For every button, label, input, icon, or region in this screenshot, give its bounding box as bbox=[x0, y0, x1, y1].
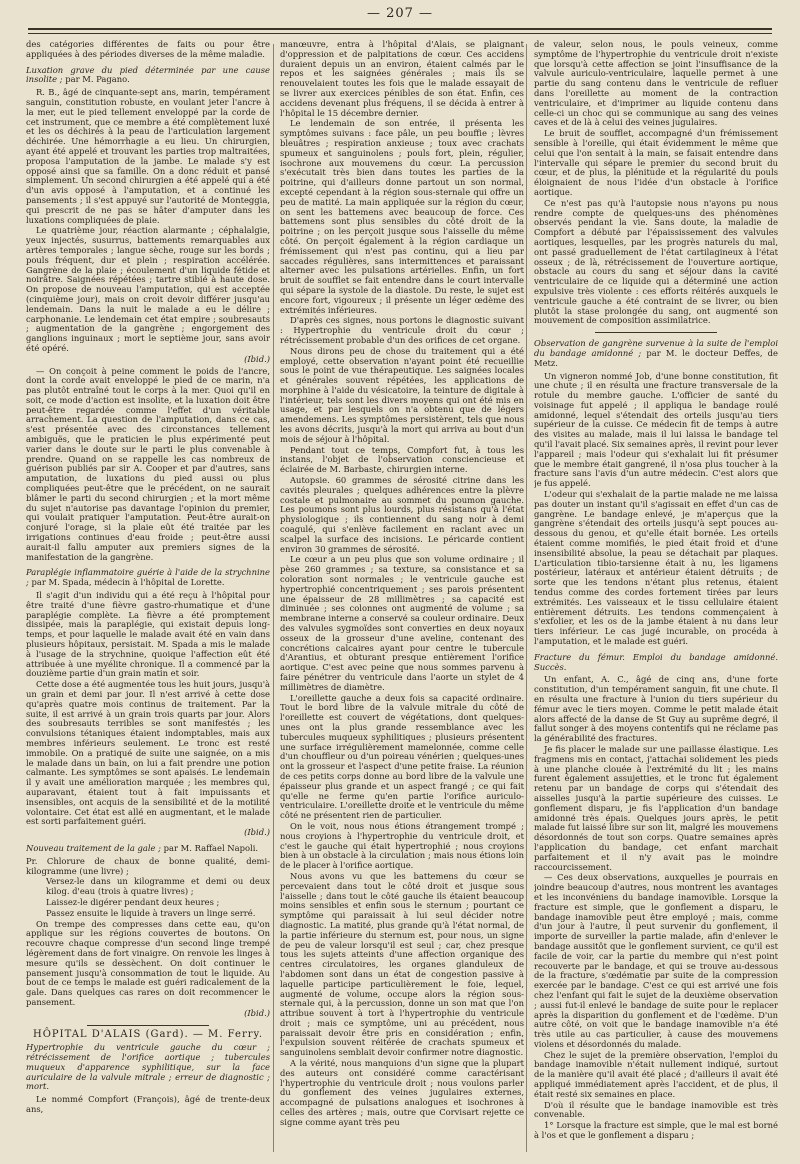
paragraph: Pendant tout ce temps, Compfort fut, à tous les instans, l'objet de l'observation consciencieuse et éclairée de M. Barbaste, chirurgien interne. bbox=[280, 444, 524, 475]
formula-line: Passez ensuite le liquide à travers un linge serré. bbox=[46, 907, 256, 918]
paragraph: — On conçoit à peine comment le poids de l'ancre, dont la corde avait enveloppé le pied de ce marin, n'a pas plutôt entraîné tout le corps à la mer. Quoi qu'il en soit, ce mode d'action est insolite, et la luxation doit être peut-être regardée comme l'effet d'un véritable arrachement. La question de l'amputation, dans ce cas, s'est présentée avec des circonstances tellement ambiguës, que le praticien le plus expérimenté peut varier dans le doute sur le parti le plus convenable à prendre. Quand on se rappelle les cas nombreux de guérison publiés par sir A. Cooper et par d'autres, sans amputation, de luxations du pied aussi ou plus compliquées peut-être que le précédent, on ne saurait blâmer le parti du second chirurgien ; et la mort même du sujet n'autorise pas davantage l'opinion du premier, qui voulait pratiquer l'amputation. Peut-être aurait-on conjuré l'orage, si la plaie eût été traitée par les irrigations continues d'eau froide ; peut-être aussi aurait-il fallu amputer aux premiers signes de la manifestation de la gangrène. bbox=[26, 365, 270, 562]
paragraph: D'où il résulte que le bandage inamovible est très convenable. bbox=[534, 1099, 778, 1120]
paragraph: Le bruit de soufflet, accompagné d'un frémissement sensible à l'oreille, qui était évidemment le même que celui que l'on sentait à la main, se faisait entendre dans l'intervalle qui sépare le premier du second bruit du cœur, et de plus, la plénitude et la régularité du pouls éloignaient de nous l'idée d'un obstacle à l'orifice aortique. bbox=[534, 128, 778, 197]
formula-line: Pr. Chlorure de chaux de bonne qualité, demi-kilogramme (une livre) ; bbox=[26, 855, 270, 876]
article-heading bbox=[26, 568, 270, 588]
paragraph: Autopsie. 60 grammes de sérosité citrine dans les cavités pleurales ; quelques adhérences entre la plèvre costale et pulmonaire au sommet du poumon gauche. Les poumons sont plus lourds, plus résistans qu'à l'état physiologique ; ils contiennent du sang noir à demi coagulé, qui s'enlève facilement en raclant avec un scalpel la surface des incisions. Le péricarde contient environ 30 grammes de sérosité. bbox=[280, 475, 524, 554]
paragraph: Il s'agit d'un individu qui a été reçu à l'hôpital pour être traité d'une fièvre gastro-rhumatique et d'une paraplégie complète. La fièvre a été promptement dissipée, mais la paraplégie, qui existait depuis long-temps, et pour laquelle le malade avait été en vain dans plusieurs hôpitaux, persistait. M. Spada a mis le malade à l'usage de la strychnine, quoique l'affection eût été attribuée à une myélite chronique. Il a commencé par la douzième partie d'un grain matin et soir. bbox=[26, 590, 270, 679]
article-title: Luxation grave du pied déterminée par une cause insolite ; bbox=[26, 64, 270, 85]
article-title: Observation de gangrène survenue à la suite de l'emploi du bandage amidonné ; bbox=[534, 338, 778, 358]
paragraph: Un vigneron nommé Job, d'une bonne constitution, fit une chute ; il en résulta une fracture transversale de la rotule du membre gauche. L'officier de santé du voisinage fut appelé ; il appliqua le bandage roulé amidonné, lequel s'étendait des orteils jusqu'au tiers supérieur de la cuisse. Ce médecin fit de temps à autre des visites au malade, mais il lui laissa le bandage tel qu'il l'avait placé. Six semaines après, il revint pour lever l'appareil ; mais l'odeur qui s'exhalait lui fit présumer que le membre était gangrené, il n'osa plus toucher à la fracture sans l'avis d'un autre médecin. C'est alors que je fus appelé. bbox=[534, 370, 778, 489]
paragraph: — Ces deux observations, auxquelles je pourrais en joindre beaucoup d'autres, nous montrent les avantages et les inconvéniens du bandage inamovible. Lorsque la fracture est simple, que le gonflement a disparu, le bandage inamovible peut être employé ; mais, comme d'un jour à l'autre, il peut survenir du gonflement, il importe de surveiller la partie malade, afin d'enlever le bandage aussitôt que le gonflement survient, ce qu'il est facile de voir, car la partie du membre qui n'est point recouverte par le bandage, et qui se trouve au-dessous de la fracture, s'œdématie par suite de la compression exercée par le bandage. C'est ce qui est arrivé une fois chez l'enfant qui fait le sujet de la deuxième observation ; aussi fut-il enlevé le bandage de suite pour le replacer après la disparition du gonflement et de l'œdème. D'un autre côté, on voit que le bandage inamovible n'a été très utile au cas particulier, à cause des mouvemens violens et désordonnés du malade. bbox=[534, 872, 778, 1049]
article-heading bbox=[26, 844, 270, 854]
paragraph: On le voit, nous nous étions étrangement trompé ; nous croyions à l'hypertrophie du ventricule droit, et c'est le gauche qui était hypertrophié ; nous croyions bien à un obstacle à la circulation ; mais nous étions loin de le placer à l'orifice aortique. bbox=[280, 820, 524, 871]
article-title: Paraplégie inflammatoire guérie à l'aide de la strychnine ; bbox=[26, 567, 270, 588]
article-title: Nouveau traitement de la gale ; bbox=[26, 842, 161, 853]
paragraph: Chez le sujet de la première observation, l'emploi du bandage inamovible n'était nullement indiqué, surtout de la manière qu'il avait été placé ; d'ailleurs il avait été appliqué immédiatement après l'accident, et de plus, il était resté six semaines en place. bbox=[534, 1049, 778, 1099]
paragraph: A la vérité, nous manquions d'un signe que la plupart des auteurs ont considéré comme caractérisant l'hypertrophie du ventricule droit ; nous voulons parler du gonflement des veines jugulaires externes, accompagné de pulsations analogues et isochrones à celles des artères ; mais, outre que Corvisart rejette ce signe comme ayant très peu bbox=[280, 1058, 524, 1127]
section-heading: HÔPITAL D'ALAIS (Gard). — M. Ferry. bbox=[32, 1028, 264, 1040]
source-reference: (Ibid.) bbox=[244, 1007, 270, 1018]
paragraph: de valeur, selon nous, le pouls veineux, comme symptôme de l'hypertrophie du ventricule droit n'existe que lorsqu'à cette affection se joint l'insuffisance de la valvule auriculo-ventriculaire, laquelle permet à une partie du sang contenu dans le ventricule de refluer dans l'oreillette au moment de la contraction ventriculaire, et d'imprimer au liquide contenu dans celle-ci un choc qui se communique au sang des veines caves et de là à celui des veines jugulaires. bbox=[534, 40, 778, 128]
header-rule-thin bbox=[28, 33, 772, 34]
paragraph: Le nommé Compfort (François), âgé de trente-deux ans, bbox=[26, 1094, 270, 1115]
formula bbox=[26, 857, 270, 919]
column-right bbox=[534, 40, 778, 1156]
article-heading bbox=[534, 653, 778, 673]
paragraph: des catégories différentes de faits ou pour être appliquées à des périodes diverses de la même maladie. bbox=[26, 40, 270, 59]
page-number: — 207 — bbox=[366, 6, 434, 21]
paragraph: Cette dose a été augmentée tous les huit jours, jusqu'à un grain et demi par jour. Il n'est arrivé à cette dose qu'après quatre mois continus de traitement. Par la suite, il est arrivé à un grain trois quarts par jour. Alors des soubresauts terribles se sont manifestés ; les convulsions tétaniques étaient indomptables, mais aux membres inférieurs seulement. Le tronc est resté immobile. On a pratiqué de suite une saignée, on a mis le malade dans un bain, on lui a fait prendre une potion calmante. Les symptômes se sont apaisés. Le lendemain il y avait une amélioration marquée ; les membres qui, auparavant, étaient tout à fait impuissants et insensibles, ont acquis de la sensibilité et de la motilité volontaire. Cet état est allé en augmentant, et le malade est sorti parfaitement guéri. bbox=[26, 679, 270, 827]
article-heading bbox=[534, 339, 778, 368]
paragraph: Le cœur a un peu plus que son volume ordinaire ; il pèse 260 grammes ; sa texture, sa consistance et sa coloration sont normales ; le ventricule gauche est hypertrophié concentriquement ; ses parois présentent une épaisseur de 28 millimètres ; sa capacité est diminuée ; ses colonnes ont augmenté de volume ; sa membrane interne a conservé sa couleur ordinaire. Deux des valvules sygmoïdes sont converties en deux noyaux osseux de la grosseur d'une aveline, contenant des concrétions calcaires ayant pour centre le tubercule d'Arantius, et obturant presque entièrement l'orifice aortique. C'est avec peine que nous sommes parvenu à faire pénétrer du ventricule dans l'aorte un stylet de 4 millimètres de diamètre. bbox=[280, 554, 524, 692]
article-author: par M. Raffael Napoli. bbox=[163, 842, 259, 853]
source-reference: (Ibid.) bbox=[244, 827, 270, 838]
paragraph: Nous avons vu que les battemens du cœur se percevaient dans tout le côté droit et jusque sous l'aisselle ; dans tout le côté gauche ils étaient beaucoup moins sensibles et enfin sous le sternum ; pourtant ce symptôme qui paraissait à lui seul décider notre diagnostic. La matité, plus grande qu'à l'état normal, de la partie inférieure du sternum est, pour nous, un signe de peu de valeur lorsqu'il est seul ; car, chez presque tous les sujets atteints d'une affection organique des centres circulatoires, les organes glanduleux de l'abdomen sont dans un état de congestion passive à laquelle participe particulièrement le foie, lequel, augmenté de volume, occupe alors la région sous-sternale qui, à la percussion, donne un son mat que l'on attribue souvent à tort à l'hypertrophie du ventricule droit ; mais ce symptôme, uni au précédent, nous paraissait devoir être pris en considération ; enfin, l'expulsion souvent réitérée de crachats spumeux et sanguinolens semblait devoir confirmer notre diagnostic. bbox=[280, 870, 524, 1058]
columns bbox=[26, 40, 778, 1156]
paragraph: manœuvre, entra à l'hôpital d'Alais, se plaignant d'oppression et de palpitations de cœur. Ces accidens duraient depuis un an environ, étaient calmés par le repos et les saignées générales ; mais ils se renouvelaient toutes les fois que le malade essayait de se livrer aux exercices pénibles de son état. Enfin, ces accidens devenant plus fréquens, il se décida à entrer à l'hôpital le 15 décembre dernier. bbox=[280, 40, 524, 118]
article-author: par M. Pagano. bbox=[65, 74, 130, 85]
formula-line: Versez-le dans un kilogramme et demi ou deux kilog. d'eau (trois à quatre livres) ; bbox=[46, 876, 270, 897]
article-subtitle: Hypertrophie du ventricule gauche du cœur ; rétrécissement de l'orifice aortique ; tubercules muqueux d'apparence syphilitique, sur la face auriculaire de la valvule mitrale ; erreur de diagnostic ; mort. bbox=[26, 1042, 270, 1092]
paragraph: Un enfant, A. C., âgé de cinq ans, d'une forte constitution, d'un tempérament sanguin, fit une chute. Il en résulta une fracture à l'union du tiers supérieur du fémur avec le tiers moyen. Comme le petit malade était alors affecté de la danse de St Guy au suprême degré, il fallut songer à des moyens contentifs qui ne réclame pas la générabilité des fractures. bbox=[534, 674, 778, 744]
article-author: par M. Spada, médecin à l'hôpital de Lorette. bbox=[31, 577, 225, 588]
paragraph: Nous dirons peu de chose du traitement qui a été employé, cette observation n'ayant point été recueillie sous le point de vue thérapeutique. Les saignées locales et générales souvent répétées, les applications de morphine à l'aide du vésicatoire, la teinture de digitale à l'intérieur, tels sont les divers moyens qui ont été mis en usage, et par lesquels on n'a obtenu que de légers amendemens. Les symptômes persistèrent, tels que nous les avons décrits, jusqu'à la mort qui arriva au bout d'un mois de séjour à l'hôpital. bbox=[280, 345, 524, 444]
column-middle bbox=[280, 40, 524, 1156]
section-divider bbox=[595, 332, 717, 333]
article-author: par M. le docteur Deffes, de Metz. bbox=[534, 347, 778, 368]
section-divider bbox=[87, 1025, 209, 1026]
paragraph: Je fis placer le malade sur une paillasse élastique. Les fragmens mis en contact, j'attachai solidement les pieds à une planche clouée à l'extrémité du lit ; les mains furent également assujetties, et le tronc fut également retenu par un bandage de corps qui s'étendait des aisselles jusqu'à la partie supérieure des cuisses. Le gonflement disparu, je fis l'application d'un bandage amidonné très épais. Quelques jours après, le petit malade fut laissé libre sur son lit, malgré les mouvemens désordonnés de tout son corps. Quatre semaines après l'application du bandage, cet enfant marchait parfaitement et il n'y avait pas le moindre raccourcissement. bbox=[534, 743, 778, 872]
paragraph: Ce n'est pas qu'à l'autopsie nous n'ayons pu nous rendre compte de quelques-uns des phénomènes observés pendant la vie. Sans doute, la maladie de Compfort a débuté par l'épaississement des valvules aortiques, lesquelles, par les progrès naturels du mal, ont passé graduellement de l'état cartilagineux à l'état osseux ; de là, rétrécissement de l'ouverture aortique, obstacle au cours du sang et séjour dans la cavité ventriculaire de ce liquide qui a déterminé une action expulsive très violente : ces efforts réitérés auxquels le ventricule gauche a été contraint de se livrer, ou bien plutôt la stase prolongée du sang, ont augmenté son mouvement de composition assimilatrice. bbox=[534, 197, 778, 326]
paragraph: D'après ces signes, nous portons le diagnostic suivant : Hypertrophie du ventricule droit du cœur ; rétrécissement probable d'un des orifices de cet organe. bbox=[280, 315, 524, 345]
column-left bbox=[26, 40, 270, 1156]
header-rule bbox=[28, 28, 772, 30]
article-heading bbox=[26, 66, 270, 86]
paragraph: Le lendemain de son entrée, il présenta les symptômes suivans : face pâle, un peu bouffie ; lèvres bleuâtres ; respiration anxieuse ; toux avec crachats spumeux et sanguinolens ; pouls fort, plein, régulier, isochrone aux mouvemens du cœur. La percussion s'exécutait très bien dans toutes les parties de la poitrine, qui d'ailleurs donne partout un son normal, excepté cependant à la région sous-sternale qui offre un peu de matité. La main appliquée sur la région du cœur, on sent les battemens avec beaucoup de force. Ces battemens sont plus sensibles du côté droit de la poitrine ; on les perçoit jusque sous l'aisselle du même côté. On perçoit également à la région cardiaque un frémissement qui n'est pas continu, qui a lieu par saccades régulières, sans intermittences et paraissant alterner avec les pulsations artérielles. Enfin, un fort bruit de soufflet se fait entendre dans le court intervalle qui sépare la systole de la diastole. Du reste, le sujet est encore fort, vigoureux ; il présente un léger œdème des extrémités inférieures. bbox=[280, 118, 524, 315]
formula-line: Laissez-le digérer pendant deux heures ; bbox=[46, 896, 220, 907]
paragraph: Le quatrième jour, réaction alarmante ; céphalalgie, yeux injectés, susurrus, battements remarquables aux artères temporales ; langue sèche, rouge sur les bords ; pouls fréquent, dur et plein ; respiration accélérée. Gangrène de la plaie ; écoulement d'un liquide fétide et noirâtre. Saignées répétées ; tartre stibié à haute dose. On propose de nouveau l'amputation, qui est acceptée (cinquième jour), mais on croit devoir différer jusqu'au lendemain. Dans la nuit le malade a eu le délire ; carphonanie. Le lendemain cet état empire ; soubresauts ; augmentation de la gangrène ; engorgement des ganglions inguinaux ; mort le septième jour, sans avoir été opéré. bbox=[26, 225, 270, 353]
paragraph: L'odeur qui s'exhalait de la partie malade ne me laissa pas douter un instant qu'il s'agissait en effet d'un cas de gangrène. Le bandage enlevé, je m'aperçus que la gangrène s'étendait des orteils jusqu'à sept pouces au-dessous du genou, et qu'elle était bornée. Les orteils étaient comme momifiés, le pied était froid et d'une insensibilité absolue, la peau se détachait par plaques. L'articulation tibio-tarsienne était à nu, les ligamens postérieur, latéraux et antérieur étaient détruits ; de sorte que les tendons n'étant plus retenus, étaient tendus comme des cordes fortement tirées par leurs extrémités. Les vaisseaux et le tissu cellulaire étaient entièrement détruits. Les tendons commençaient à s'exfolier, et les os de la jambe étaient à nu dans leur tiers inférieur. Le cas jugé incurable, on procéda à l'amputation, et le malade est guéri. bbox=[534, 489, 778, 647]
paragraph: R. B., âgé de cinquante-sept ans, marin, tempérament sanguin, constitution robuste, en voulant jeter l'ancre à la mer, eut le pied tellement enveloppé par la corde de cet instrument, que ce membre a été complètement luxé et les os déchirés à la peau de l'articulation largement déchirée. Une hémorrhagie a eu lieu. Un chirurgien, ayant été appelé et trouvant les parties trop maltraitées, proposa l'amputation de la jambe. Le malade s'y est opposé ainsi que sa famille. On a donc réduit et pansé simplement. Un second chirurgien a été appelé qui a été d'un avis opposé à l'amputation, et a continué les pansements ; il s'est appuyé sur l'autorité de Monteggia, qui prescrit de ne pas se hâter d'amputer dans les luxations compliquées de plaie. bbox=[26, 87, 270, 225]
article-title: Fracture du fémur. Emploi du bandage amidonné. Succès. bbox=[534, 651, 778, 672]
paragraph: L'oreillette gauche a deux fois sa capacité ordinaire. Tout le bord libre de la valvule mitrale du côté de l'oreillette est couvert de végétations, dont quelques-unes ont la plus grande ressemblance avec les tubercules muqueux syphilitiques ; plusieurs présentent une surface irrégulièrement mamelonnée, comme celle d'un chouffleur ou d'un poireau vénérien ; quelques-unes ont la grosseur et l'aspect d'une petite fraise. La réunion de ces petits corps donne au bord libre de la valvule une épaisseur plus grande et un aspect frangé ; ce qui fait qu'elle ne ferme qu'en partie l'orifice auriculo-ventriculaire. L'oreillette droite et le ventricule du même côté ne présentent rien de particulier. bbox=[280, 692, 524, 821]
paragraph: 1° Lorsque la fracture est simple, que le mal est borné à l'os et que le gonflement a disparu ; bbox=[534, 1120, 778, 1141]
source-reference: (Ibid.) bbox=[244, 353, 270, 364]
paragraph: On trempe des compresses dans cette eau, qu'on applique sur les régions couvertes de boutons. On recouvre chaque compresse d'un second linge trempé légèrement dans de fort vinaigre. On renvoie les linges à mesure qu'ils se dessèchent. On doit continuer le pansement jusqu'à consommation de tout le liquide. Au bout de ce temps le malade est guéri radicalement de la gale. Dans quelques cas rares on doit recommencer le pansement. bbox=[26, 918, 270, 1007]
